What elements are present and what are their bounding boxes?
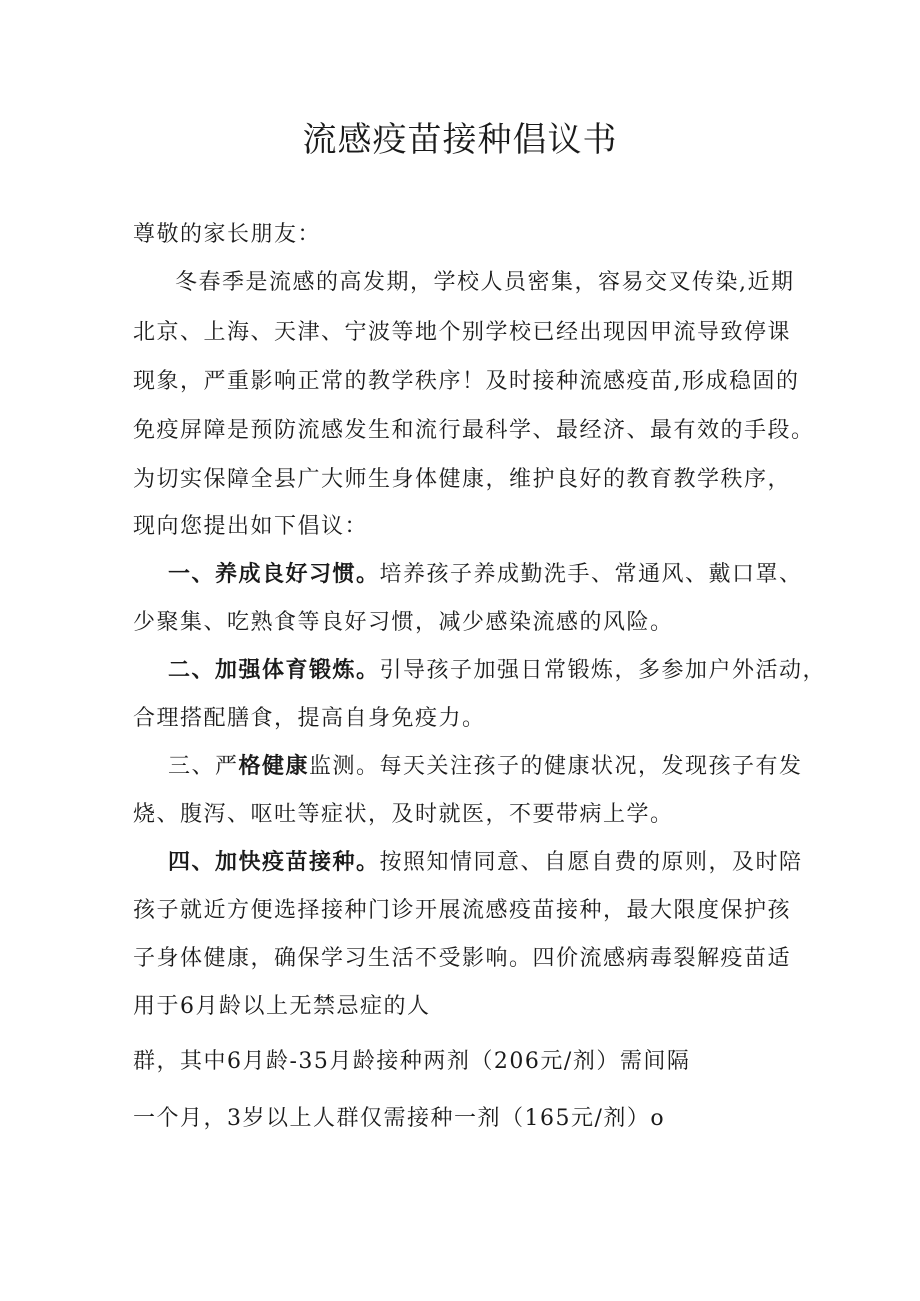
intro-line-1: 冬春季是流感的高发期，学校人员密集，容易交叉传染,近期 — [175, 270, 795, 295]
item-3-line-2: 烧、腹泻、呕吐等症状，及时就医，不要带病上学。 — [133, 802, 674, 827]
item-3-text: 监测。每天关注孩子的健康状况，发现孩子有发 — [309, 754, 803, 779]
item-1-heading: 一、养成良好习惯。 — [168, 562, 380, 587]
item-4-line-6: 一个月，3岁以上人群仅需接种一剂（165元/剂）o — [133, 1106, 666, 1131]
item-1-text: 培养孩子养成勤洗手、常通风、戴口罩、 — [379, 562, 803, 587]
item-3-line-1 — [168, 752, 868, 782]
item-4-line-3: 子身体健康，确保学习生活不受影响。四价流感病毒裂解疫苗适 — [133, 946, 792, 971]
item-4-text: 按照知情同意、自愿自费的原则，及时陪 — [379, 850, 803, 875]
item-4-heading: 四、加快疫苗接种。 — [168, 850, 380, 875]
intro-line-2: 北京、上海、天津、宁波等地个别学校已经出现因甲流导致停课 — [133, 320, 792, 345]
item-3-heading: 格健康 — [238, 754, 310, 779]
item-4-line-1 — [168, 848, 868, 878]
item-4-line-5: 群，其中6月龄-35月龄接种两剂（206元/剂）需间隔 — [133, 1049, 691, 1074]
item-3-prefix: 三、严 — [168, 754, 239, 779]
item-2-text: 引导孩子加强日常锻炼，多参加户外活动， — [379, 658, 827, 683]
greeting: 尊敬的家长朋友： — [133, 222, 322, 247]
item-2-line-1 — [168, 656, 868, 686]
intro-line-5: 为切实保障全县广大师生身体健康，维护良好的教育教学秩序， — [133, 467, 792, 492]
item-1-line-2: 少聚集、吃熟食等良好习惯，减少感染流感的风险。 — [133, 610, 674, 635]
intro-line-4: 免疫屏障是预防流感发生和流行最科学、最经济、最有效的手段。 — [133, 418, 815, 443]
page-title: 流感疫苗接种倡议书 — [302, 120, 618, 160]
item-2-line-2: 合理搭配膳食，提高自身免疫力。 — [133, 706, 486, 731]
item-1-line-1 — [168, 560, 868, 590]
intro-line-3: 现象，严重影响正常的教学秩序！及时接种流感疫苗,形成稳固的 — [133, 369, 800, 394]
item-2-heading: 二、加强体育锻炼。 — [168, 658, 380, 683]
item-4-line-2: 孩子就近方便选择接种门诊开展流感疫苗接种，最大限度保护孩 — [133, 898, 792, 923]
intro-line-6: 现向您提出如下倡议： — [133, 514, 369, 539]
item-4-line-4: 用于6月龄以上无禁忌症的人 — [133, 994, 431, 1019]
